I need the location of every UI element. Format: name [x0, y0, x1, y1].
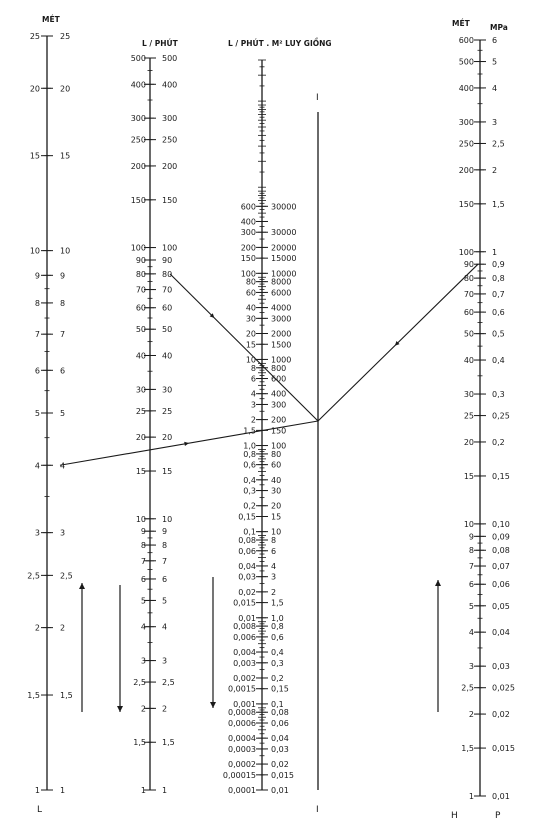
scale-L-left-label: 5 [34, 409, 40, 418]
scale-C-left-label: 0,1 [243, 527, 256, 537]
scale-L-right-label: 1,5 [60, 691, 73, 701]
scale-H-right-label: 0,4 [492, 356, 505, 366]
scale-Q-left-label: 10 [135, 514, 146, 524]
arrow-head-up-head [435, 580, 441, 586]
scale-C-right-label: 0,3 [271, 658, 284, 668]
scale-Q-right-label: 1,5 [162, 738, 175, 748]
scale-C-left-label: 60 [245, 288, 256, 298]
scale-H-left-label: 200 [458, 165, 474, 175]
scale-Q-left-label: 100 [130, 243, 146, 253]
scale-H-left-label: 40 [463, 356, 474, 366]
scale-H-left-label: 250 [458, 139, 474, 149]
scale-Q-right-label: 300 [162, 114, 178, 124]
scale-C-right-label: 20 [271, 501, 282, 511]
footer-head: H [451, 811, 458, 821]
scale-C-right-label: 0,6 [271, 632, 284, 642]
scale-C-left-label: 15 [245, 340, 256, 350]
scale-H-right-label: 0,10 [492, 519, 510, 529]
scale-H-left-label: 90 [463, 260, 474, 270]
scale-H-right-label: 0,6 [492, 308, 505, 318]
scale-C-left-label: 1,5 [243, 426, 256, 436]
scale-C-left-label: 0,6 [243, 460, 256, 470]
scale-H-left-label: 3 [468, 662, 474, 672]
scale-C-left-label: 0,001 [233, 699, 256, 709]
scale-Q-right-label: 50 [162, 325, 173, 335]
scale-C-left-label: 0,004 [233, 648, 256, 658]
scale-C-left-label: 0,15 [238, 512, 256, 522]
scale-Q-right-label: 15 [162, 467, 173, 477]
scale-C-left-label: 0,0006 [228, 718, 256, 728]
scale-C-left-label: 200 [240, 243, 256, 253]
scale-H-left-label: 150 [458, 199, 474, 209]
scale-Q-left-label: 5 [140, 596, 146, 606]
scale-C-left-label: 6 [250, 374, 256, 384]
scale-Q-right-label: 25 [162, 406, 173, 416]
scale-C-right-label: 0,015 [271, 770, 294, 780]
scale-C-left-label: 0,0003 [228, 744, 256, 754]
scale-H-left-label: 10 [463, 519, 474, 529]
scale-H-left-label: 70 [463, 289, 474, 299]
scale-H-right-label: 3 [492, 117, 498, 127]
scale-H-right-label: 5 [492, 57, 498, 67]
scale-C-left-label: 10 [245, 355, 256, 365]
scale-C-right-label: 15000 [271, 254, 297, 264]
scale-H-left-label: 2 [468, 710, 474, 720]
scale-C-right-label: 30000 [271, 228, 297, 238]
scale-H-left-label: 500 [458, 57, 474, 67]
scale-C-right-label: 60 [271, 460, 282, 470]
scale-C-left-label: 30 [245, 314, 256, 324]
header-head: MÉT [452, 19, 470, 28]
scale-H-left-label: 20 [463, 437, 474, 447]
scale-H-right-label: 0,02 [492, 710, 510, 720]
scale-L-right-label: 2 [60, 623, 66, 633]
scale-C-left-label: 0,0015 [228, 684, 256, 694]
scale-Q-left-label: 20 [135, 433, 146, 443]
scale-H-right-label: 0,7 [492, 289, 505, 299]
scale-Q-right-label: 8 [162, 541, 168, 551]
scale-L-left-label: 8 [34, 298, 40, 308]
scale-C-right-label: 20000 [271, 243, 297, 253]
scale-H-left-label: 400 [458, 83, 474, 93]
scale-C-right-label: 30000 [271, 202, 297, 212]
scale-H-right-label: 0,25 [492, 411, 510, 421]
scale-H-right-label: 0,05 [492, 601, 510, 611]
footer-pivot-top: I [316, 93, 319, 103]
scale-headers [42, 15, 508, 48]
scale-H-right-label: 0,01 [492, 792, 510, 801]
scale-C-left-label: 0,4 [243, 475, 256, 485]
scale-C-left-label: 4 [250, 389, 256, 399]
scale-H-right-label: 0,06 [492, 580, 510, 590]
scale-H-left-label: 7 [468, 562, 474, 572]
scale-L-right-label: 8 [60, 298, 66, 308]
scale-C-left-label: 0,006 [233, 632, 256, 642]
scale-Q-right-label: 2,5 [162, 678, 175, 688]
scale-C-right-label: 10000 [271, 269, 297, 279]
scale-Q-left-label: 6 [140, 574, 146, 584]
scale-C-right-label: 1,0 [271, 613, 284, 623]
footer-length: L [37, 805, 43, 815]
scale-C-right-label: 0,4 [271, 648, 284, 658]
scale-C-left-label: 0,0001 [228, 786, 256, 795]
scale-C-right-label: 0,06 [271, 718, 289, 728]
scale-Q-right-label: 5 [162, 596, 168, 606]
scale-C-right-label: 1,5 [271, 598, 284, 608]
scale-C-right-label: 100 [271, 441, 287, 451]
arrow-coefficient-down-head [210, 702, 216, 708]
scale-H-left-label: 15 [463, 471, 474, 481]
scale-Q-right-label: 250 [162, 135, 178, 145]
scale-H-left-label: 50 [463, 329, 474, 339]
scale-Q-left-label: 40 [135, 351, 146, 361]
scale-Q-right-label: 100 [162, 243, 178, 253]
scale-H-right-label: 1 [492, 247, 498, 257]
scale-Q-left-label: 3 [140, 656, 146, 666]
scale-axes [27, 32, 515, 801]
scale-Q-right-label: 6 [162, 574, 168, 584]
header-flow: L / PHÚT [142, 39, 178, 48]
scale-H-right-label: 0,03 [492, 662, 510, 672]
scale-Q-left-label: 8 [140, 541, 146, 551]
scale-C-right-label: 8000 [271, 277, 292, 287]
scale-L-right-label: 4 [60, 461, 66, 471]
scale-C-left-label: 0,06 [238, 546, 256, 556]
scale-H-left-label: 300 [458, 117, 474, 127]
scale-C-left-label: 600 [240, 202, 256, 212]
scale-H-left-label: 100 [458, 247, 474, 257]
scale-C-left-label: 40 [245, 303, 256, 313]
scale-C-right-label: 8 [271, 536, 277, 546]
scale-H-right-label: 0,15 [492, 471, 510, 481]
scale-H-right-label: 0,08 [492, 546, 510, 556]
scale-H-right-label: 0,04 [492, 628, 510, 638]
scale-Q-right-label: 10 [162, 514, 173, 524]
scale-Q-left-label: 4 [140, 622, 146, 632]
scale-C-left-label: 0,0002 [228, 760, 256, 770]
scale-C-left-label: 300 [240, 228, 256, 238]
scale-Q-left-label: 300 [130, 114, 146, 124]
scale-Q-right-label: 1 [162, 786, 168, 795]
scale-C-right-label: 600 [271, 374, 287, 384]
scale-C-right-label: 150 [271, 426, 287, 436]
scale-L-left-label: 3 [34, 528, 40, 538]
scale-L-left-label: 2 [34, 623, 40, 633]
scale-C-left-label: 100 [240, 269, 256, 279]
scale-C-left-label: 80 [245, 277, 256, 287]
header-pressure: MPa [490, 23, 508, 32]
scale-C-right-label: 30 [271, 486, 282, 496]
scale-C-left-label: 0,00015 [222, 770, 256, 780]
scale-Q-left-label: 200 [130, 161, 146, 171]
scale-L-left-label: 10 [29, 246, 40, 256]
scale-Q-left-label: 2 [140, 704, 146, 714]
scale-Q-right-label: 90 [162, 255, 173, 265]
scale-Q-left-label: 250 [130, 135, 146, 145]
scale-H-left-label: 4 [468, 628, 474, 638]
scale-Q-left-label: 1 [140, 786, 146, 795]
scale-Q-right-label: 7 [162, 556, 168, 566]
scale-Q-right-label: 4 [162, 622, 168, 632]
arrow-length-line [184, 442, 189, 446]
scale-H-right-label: 1,5 [492, 199, 505, 209]
scale-H-left-label: 25 [463, 411, 474, 421]
scale-L-right-label: 1 [60, 786, 66, 795]
scale-C-right-label: 0,15 [271, 684, 289, 694]
scale-C-left-label: 2 [250, 415, 256, 425]
arrow-flow-down-head [117, 706, 123, 712]
scale-H-right-label: 0,025 [492, 683, 515, 693]
construction-lines [60, 112, 478, 790]
scale-H-left-label: 8 [468, 546, 474, 556]
scale-C-left-label: 0,0008 [228, 708, 256, 718]
scale-Q-left-label: 9 [140, 527, 146, 537]
scale-Q-right-label: 80 [162, 269, 173, 279]
scale-Q-right-label: 20 [162, 433, 173, 443]
line-flow-to-pivot [170, 274, 318, 421]
scale-C-left-label: 0,01 [238, 613, 256, 623]
scale-L-right-label: 10 [60, 246, 71, 256]
scale-L-right-label: 3 [60, 528, 66, 538]
scale-L-left-label: 4 [34, 461, 40, 471]
scale-H-right-label: 0,8 [492, 274, 505, 284]
scale-C-left-label: 0,04 [238, 561, 256, 571]
scale-L-left-label: 2,5 [27, 571, 40, 581]
scale-Q-right-label: 30 [162, 385, 173, 395]
scale-Q-left-label: 150 [130, 195, 146, 205]
scale-C-right-label: 15 [271, 512, 282, 522]
scale-Q-right-label: 400 [162, 80, 178, 90]
scale-H-left-label: 60 [463, 308, 474, 318]
scale-C-left-label: 8 [250, 363, 256, 373]
scale-C-left-label: 150 [240, 254, 256, 264]
scale-C-left-label: 1,0 [243, 441, 256, 451]
scale-C-left-label: 0,003 [233, 658, 256, 668]
scale-C-right-label: 6 [271, 546, 277, 556]
scale-L-right-label: 20 [60, 84, 71, 94]
scale-C-right-label: 0,1 [271, 699, 284, 709]
scale-H-right-label: 0,3 [492, 390, 505, 400]
scale-Q-right-label: 150 [162, 195, 178, 205]
scale-C-left-label: 0,3 [243, 486, 256, 496]
scale-H-right-label: 0,07 [492, 562, 510, 572]
scale-C-left-label: 400 [240, 217, 256, 227]
scale-Q-right-label: 40 [162, 351, 173, 361]
arrow-length-up-head [79, 583, 85, 589]
scale-H-right-label: 0,2 [492, 437, 505, 447]
scale-C-right-label: 1000 [271, 355, 292, 365]
scale-H-left-label: 80 [463, 274, 474, 284]
scale-C-right-label: 0,8 [271, 622, 284, 632]
scale-Q-left-label: 70 [135, 285, 146, 295]
scale-H-left-label: 600 [458, 36, 474, 45]
scale-L-left-label: 1 [34, 786, 40, 795]
scale-C-left-label: 0,0004 [228, 734, 256, 744]
scale-Q-left-label: 30 [135, 385, 146, 395]
scale-C-left-label: 0,008 [233, 622, 256, 632]
scale-C-left-label: 0,8 [243, 449, 256, 459]
scale-C-right-label: 0,02 [271, 760, 289, 770]
scale-H-right-label: 4 [492, 83, 498, 93]
scale-L-right-label: 5 [60, 409, 66, 418]
scale-L-right-label: 25 [60, 32, 71, 41]
scale-L-left-label: 6 [34, 366, 40, 376]
scale-Q-right-label: 3 [162, 656, 168, 666]
scale-L-left-label: 7 [34, 330, 40, 340]
scale-H-right-label: 0,015 [492, 744, 515, 754]
scale-Q-right-label: 2 [162, 704, 168, 714]
scale-Q-left-label: 25 [135, 406, 146, 416]
scale-L-left-label: 15 [29, 151, 40, 161]
scale-H-right-label: 2 [492, 165, 498, 175]
scale-Q-left-label: 80 [135, 269, 146, 279]
scale-C-right-label: 4 [271, 561, 277, 571]
scale-Q-left-label: 2,5 [133, 678, 146, 688]
scale-C-left-label: 3 [250, 400, 256, 410]
scale-C-right-label: 200 [271, 415, 287, 425]
scale-Q-left-label: 1,5 [133, 738, 146, 748]
scale-L-left-label: 20 [29, 84, 40, 94]
scale-L-left-label: 1,5 [27, 691, 40, 701]
header-length: MÉT [42, 15, 60, 24]
scale-Q-left-label: 7 [140, 556, 146, 566]
scale-C-left-label: 0,03 [238, 572, 256, 582]
scale-C-right-label: 0,03 [271, 744, 289, 754]
scale-Q-left-label: 15 [135, 467, 146, 477]
footer-pressure: P [495, 811, 501, 821]
scale-Q-right-label: 9 [162, 527, 168, 537]
scale-L-right-label: 2,5 [60, 571, 73, 581]
scale-C-left-label: 0,015 [233, 598, 256, 608]
scale-C-right-label: 0,2 [271, 673, 284, 683]
scale-C-right-label: 400 [271, 389, 287, 399]
scale-C-right-label: 0,08 [271, 708, 289, 718]
scale-Q-right-label: 70 [162, 285, 173, 295]
scale-H-right-label: 0,5 [492, 329, 505, 339]
scale-H-right-label: 6 [492, 36, 498, 45]
footer-pivot-bottom: I [316, 805, 319, 815]
scale-C-right-label: 3 [271, 572, 277, 582]
scale-C-right-label: 10 [271, 527, 282, 537]
scale-C-left-label: 0,02 [238, 587, 256, 597]
scale-Q-right-label: 200 [162, 161, 178, 171]
scale-H-left-label: 2,5 [461, 683, 474, 693]
scale-L-right-label: 6 [60, 366, 66, 376]
scale-C-right-label: 40 [271, 475, 282, 485]
scale-Q-right-label: 60 [162, 303, 173, 313]
scale-Q-left-label: 400 [130, 80, 146, 90]
scale-H-left-label: 9 [468, 532, 474, 542]
scale-C-right-label: 0,04 [271, 734, 289, 744]
scale-C-right-label: 2 [271, 587, 277, 597]
scale-C-left-label: 0,002 [233, 673, 256, 683]
scale-L-right-label: 15 [60, 151, 71, 161]
scale-L-right-label: 9 [60, 271, 66, 281]
scale-C-left-label: 0,08 [238, 536, 256, 546]
scale-C-right-label: 300 [271, 400, 287, 410]
scale-H-left-label: 5 [468, 601, 474, 611]
scale-H-left-label: 30 [463, 390, 474, 400]
scale-C-right-label: 4000 [271, 303, 292, 313]
scale-H-right-label: 0,9 [492, 260, 505, 270]
scale-H-left-label: 6 [468, 580, 474, 590]
scale-C-right-label: 3000 [271, 314, 292, 324]
scale-C-left-label: 20 [245, 329, 256, 339]
scale-Q-left-label: 50 [135, 325, 146, 335]
scale-Q-left-label: 500 [130, 54, 146, 63]
scale-L-left-label: 25 [29, 32, 40, 41]
scale-Q-right-label: 500 [162, 54, 178, 63]
scale-H-left-label: 1 [468, 792, 474, 801]
header-coefficient: L / PHÚT . M² LUY GIỒNG [228, 39, 332, 48]
scale-Q-left-label: 60 [135, 303, 146, 313]
scale-C-right-label: 6000 [271, 288, 292, 298]
scale-C-right-label: 2000 [271, 329, 292, 339]
scale-Q-left-label: 90 [135, 255, 146, 265]
scale-C-right-label: 1500 [271, 340, 292, 350]
scale-H-right-label: 0,09 [492, 532, 510, 542]
scale-C-right-label: 800 [271, 363, 287, 373]
scale-C-right-label: 80 [271, 449, 282, 459]
scale-C-left-label: 0,2 [243, 501, 256, 511]
scale-H-left-label: 1,5 [461, 744, 474, 754]
scale-L-right-label: 7 [60, 330, 66, 340]
scale-C-right-label: 0,01 [271, 786, 289, 795]
scale-H-right-label: 2,5 [492, 139, 505, 149]
scale-L-left-label: 9 [34, 271, 40, 281]
